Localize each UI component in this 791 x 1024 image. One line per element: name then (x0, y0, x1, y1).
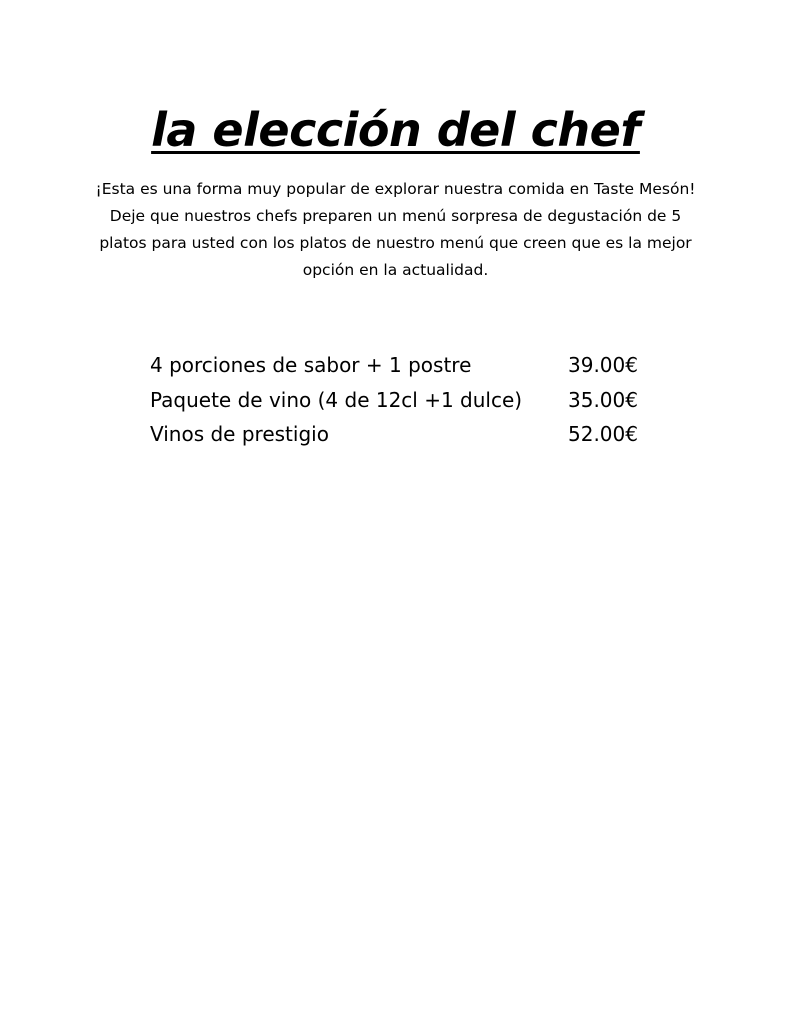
page-title: la elección del chef (151, 103, 640, 157)
menu-item (150, 383, 650, 418)
menu-item (150, 348, 650, 383)
menu-item-price: 35.00€ (568, 387, 638, 412)
price-list (150, 348, 650, 452)
menu-item-name: 4 porciones de sabor + 1 postre (150, 353, 472, 377)
menu-item-name: Vinos de prestigio (150, 422, 329, 446)
intro-paragraph: ¡Esta es una forma muy popular de explorar nuestra comida en Taste Mesón! Deje que nuestros chefs preparen un menú sorpresa de degustación de 5 platos para usted con los platos de nuestro menú que creen que es la mejor opción en la actualidad. (95, 180, 696, 279)
menu-item (150, 417, 650, 452)
menu-item-name: Paquete de vino (4 de 12cl +1 dulce) (150, 387, 523, 412)
menu-item-price: 39.00€ (568, 353, 638, 377)
menu-item-price: 52.00€ (568, 422, 638, 446)
